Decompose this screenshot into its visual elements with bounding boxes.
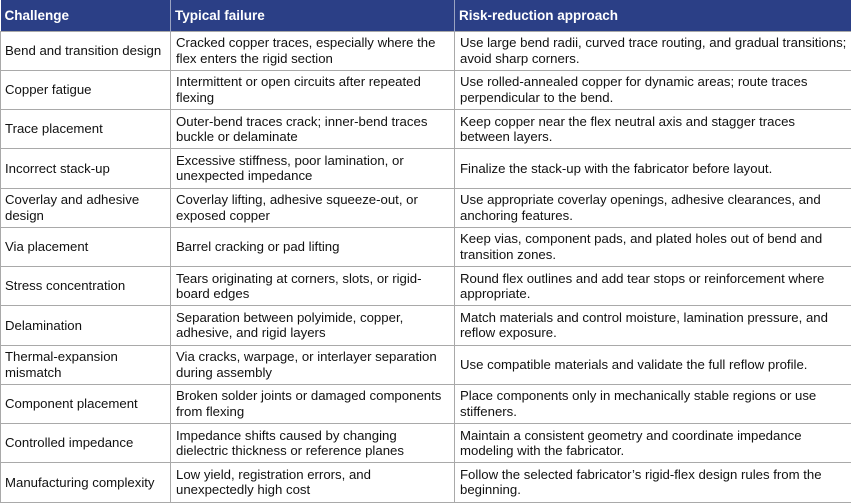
challenge-cell: Component placement: [1, 384, 171, 423]
table-row: [1, 424, 851, 463]
table-row: [1, 306, 851, 345]
failure-cell: Barrel cracking or pad lifting: [171, 227, 455, 266]
table-body: [1, 31, 851, 502]
table-row: [1, 31, 851, 70]
approach-cell: Use appropriate coverlay openings, adhesive clearances, and anchoring features.: [455, 188, 851, 227]
failure-cell: Separation between polyimide, copper, adhesive, and rigid layers: [171, 306, 455, 345]
header-risk-reduction: Risk-reduction approach: [455, 0, 851, 31]
failure-cell: Excessive stiffness, poor lamination, or unexpected impedance: [171, 149, 455, 188]
challenge-cell: Delamination: [1, 306, 171, 345]
challenge-cell: Trace placement: [1, 110, 171, 149]
challenge-cell: Controlled impedance: [1, 424, 171, 463]
challenge-cell: Copper fatigue: [1, 70, 171, 109]
approach-cell: Maintain a consistent geometry and coordinate impedance modeling with the fabricator.: [455, 424, 851, 463]
challenge-cell: Manufacturing complexity: [1, 463, 171, 502]
challenge-cell: Bend and transition design: [1, 31, 171, 70]
approach-cell: Keep copper near the flex neutral axis and stagger traces between layers.: [455, 110, 851, 149]
table-row: [1, 345, 851, 384]
failure-cell: Coverlay lifting, adhesive squeeze-out, or exposed copper: [171, 188, 455, 227]
table-row: [1, 227, 851, 266]
approach-cell: Follow the selected fabricator’s rigid-flex design rules from the beginning.: [455, 463, 851, 502]
table-row: [1, 188, 851, 227]
approach-cell: Match materials and control moisture, lamination pressure, and reflow exposure.: [455, 306, 851, 345]
failure-cell: Low yield, registration errors, and unexpectedly high cost: [171, 463, 455, 502]
failure-cell: Intermittent or open circuits after repeated flexing: [171, 70, 455, 109]
approach-cell: Keep vias, component pads, and plated holes out of bend and transition zones.: [455, 227, 851, 266]
challenge-cell: Via placement: [1, 227, 171, 266]
table-row: [1, 149, 851, 188]
header-challenge: Challenge: [1, 0, 171, 31]
table-header: [1, 0, 851, 31]
approach-cell: Finalize the stack-up with the fabricator before layout.: [455, 149, 851, 188]
failure-cell: Outer-bend traces crack; inner-bend traces buckle or delaminate: [171, 110, 455, 149]
approach-cell: Round flex outlines and add tear stops or reinforcement where appropriate.: [455, 267, 851, 306]
challenge-cell: Thermal-expansion mismatch: [1, 345, 171, 384]
approach-cell: Place components only in mechanically stable regions or use stiffeners.: [455, 384, 851, 423]
approach-cell: Use compatible materials and validate the full reflow profile.: [455, 345, 851, 384]
header-typical-failure: Typical failure: [171, 0, 455, 31]
failure-cell: Cracked copper traces, especially where the flex enters the rigid section: [171, 31, 455, 70]
table-row: [1, 110, 851, 149]
header-row: [1, 0, 851, 31]
failure-cell: Via cracks, warpage, or interlayer separation during assembly: [171, 345, 455, 384]
failure-cell: Impedance shifts caused by changing dielectric thickness or reference planes: [171, 424, 455, 463]
table-row: [1, 384, 851, 423]
table-row: [1, 267, 851, 306]
challenge-cell: Incorrect stack-up: [1, 149, 171, 188]
failure-cell: Tears originating at corners, slots, or rigid-board edges: [171, 267, 455, 306]
challenge-cell: Stress concentration: [1, 267, 171, 306]
table-row: [1, 463, 851, 502]
approach-cell: Use large bend radii, curved trace routing, and gradual transitions; avoid sharp corners.: [455, 31, 851, 70]
challenge-cell: Coverlay and adhesive design: [1, 188, 171, 227]
approach-cell: Use rolled-annealed copper for dynamic areas; route traces perpendicular to the bend.: [455, 70, 851, 109]
table-row: [1, 70, 851, 109]
failure-cell: Broken solder joints or damaged components from flexing: [171, 384, 455, 423]
